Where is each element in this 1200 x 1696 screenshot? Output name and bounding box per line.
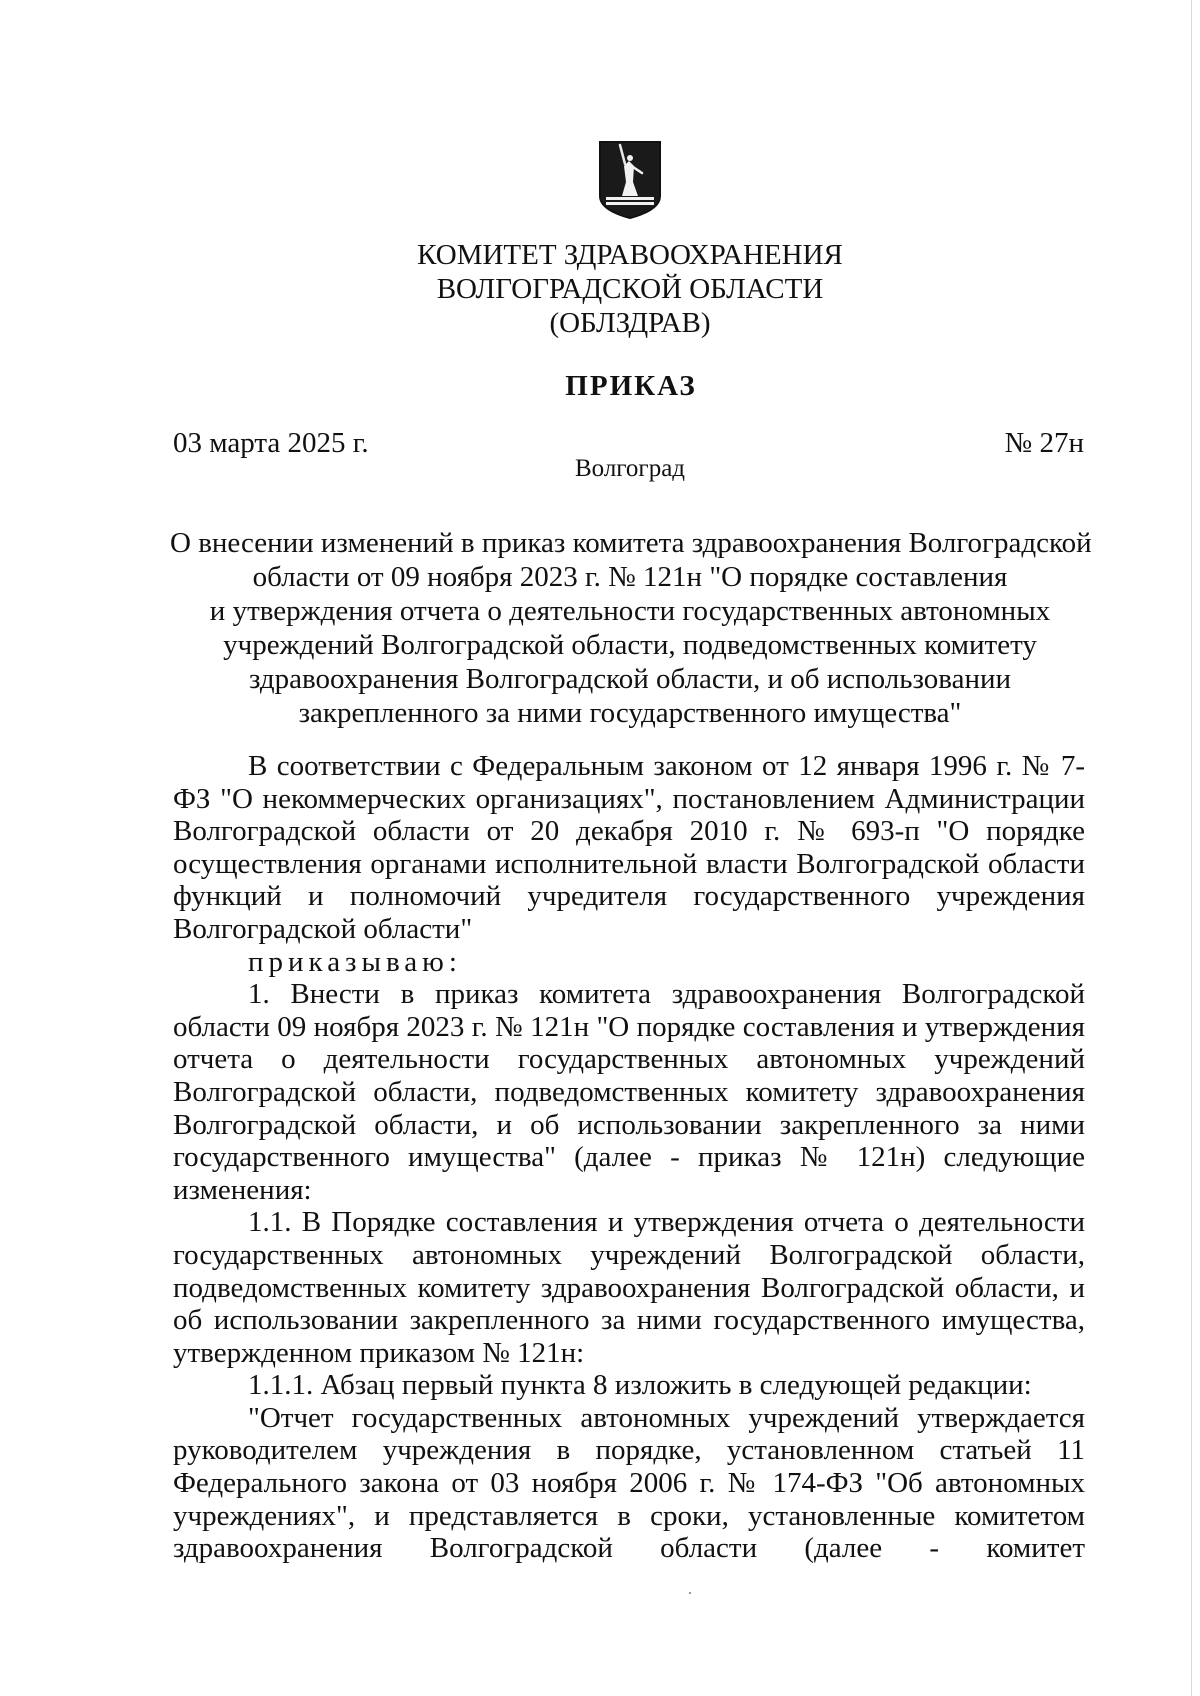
subject-line: области от 09 ноября 2023 г. № 121н "О порядке составления <box>252 561 1008 593</box>
quote-paragraph: "Отчет государственных автономных учреждений утверждается руководителем учреждения в порядке, установленном статьей 11 Федерального закона от 03 ноября 2006 г. № 174-ФЗ "Об автономных учреждениях", и представляется в сроки, установленные комитетом здравоохранения Волгоградской области (далее - комитет <box>173 1401 1085 1565</box>
header-line-1: КОМИТЕТ ЗДРАВООХРАНЕНИЯ <box>417 239 843 271</box>
preamble-paragraph: В соответствии с Федеральным законом от 12 января 1996 г. № 7-ФЗ "О некоммерческих организациях", постановлением Администрации Волгоградской области от 20 декабря 2010 г. № 693-п "О порядке осуществления органами исполнительной власти Волгоградской области функций и полномочий учредителя государственного учреждения Волгоградской области" <box>173 750 1085 945</box>
header-line-2: ВОЛГОГРАДСКОЙ ОБЛАСТИ <box>436 273 824 305</box>
prikazyvayu-line: приказываю: <box>248 945 462 978</box>
order-city: Волгоград <box>574 455 686 482</box>
item-1-1-1-paragraph: 1.1.1. Абзац первый пункта 8 изложить в следующей редакции: <box>248 1369 1032 1402</box>
order-subject <box>170 526 1090 730</box>
item-1-paragraph: 1. Внести в приказ комитета здравоохранения Волгоградской области 09 ноября 2023 г. № 121н "О порядке составления и утверждения отчета о деятельности государственных автономных учреждений Волгоградской области, подведомственных комитету здравоохранения Волгоградской области, и об использовании закрепленного за ними государственного имущества" (далее - приказ № 121н) следующие изменения: <box>173 978 1085 1206</box>
order-number: № 27н <box>1004 427 1084 459</box>
organization-header <box>0 238 1200 340</box>
order-body <box>173 750 1085 1565</box>
order-title: ПРИКАЗ <box>565 370 697 402</box>
header-line-3: (ОБЛЗДРАВ) <box>549 307 711 339</box>
subject-line: и утверждения отчета о деятельности государственных автономных <box>209 595 1051 627</box>
order-date: 03 марта 2025 г. <box>173 427 369 459</box>
volgograd-coat-of-arms-icon <box>598 140 662 220</box>
subject-line: здравоохранения Волгоградской области, и об использовании <box>248 663 1012 695</box>
subject-line: О внесении изменений в приказ комитета здравоохранения Волгоградской <box>170 527 1092 559</box>
subject-line: закрепленного за ними государственного имущества" <box>298 697 962 729</box>
item-1-1-paragraph: 1.1. В Порядке составления и утверждения отчета о деятельности государственных автономных учреждений Волгоградской области, подведомственных комитету здравоохранения Волгоградской области, и об использовании закрепленного за ними государственного имущества, утвержденном приказом № 121н: <box>173 1206 1085 1369</box>
subject-line: учреждений Волгоградской области, подведомственных комитету <box>223 629 1037 661</box>
scan-speck <box>689 1592 691 1594</box>
